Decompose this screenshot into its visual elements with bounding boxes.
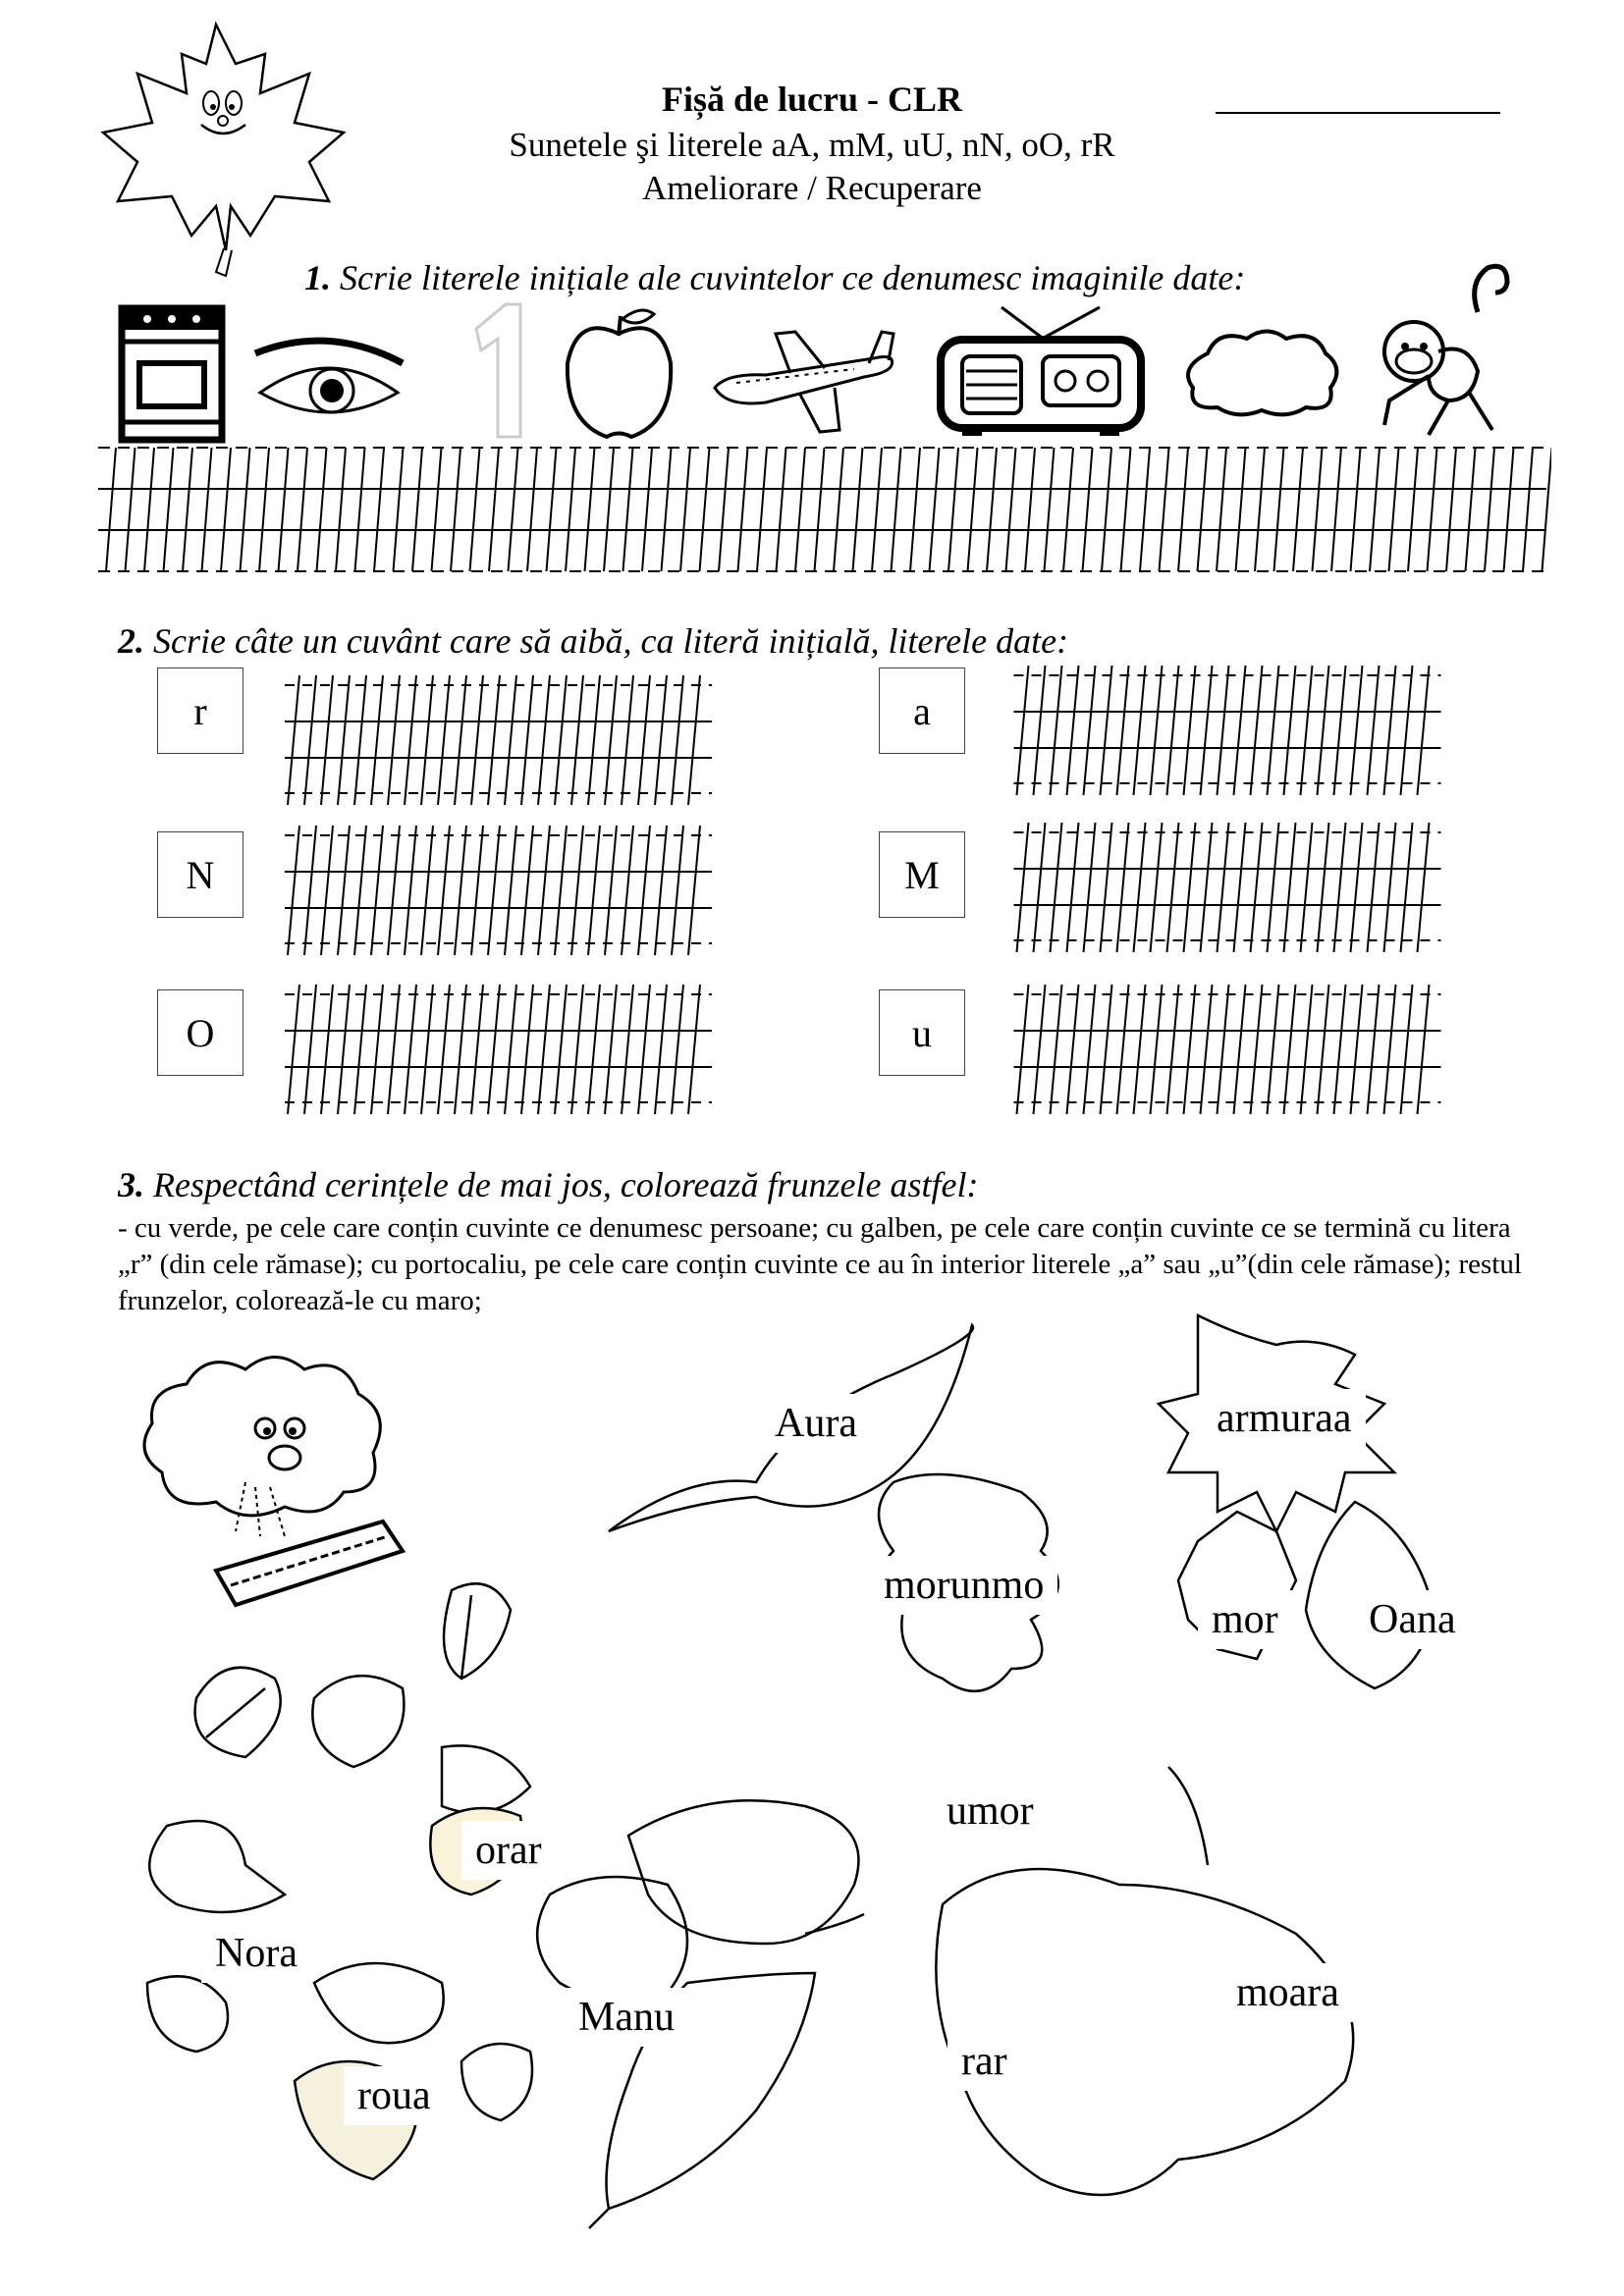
leaf-word-mor: mor — [1198, 1590, 1292, 1649]
exercise-1-number: 1. — [304, 258, 331, 297]
exercise-1-title — [304, 257, 1245, 298]
maple-leaf-mascot-icon — [79, 15, 373, 280]
letter-box: O — [157, 989, 244, 1076]
leaf-word-rar: rar — [947, 2032, 1021, 2091]
handwriting-lines-u[interactable] — [1006, 977, 1448, 1124]
page-subtitle: Sunetele şi literele aA, mM, uU, nN, oO, rR — [509, 126, 1115, 164]
leaf-word-aura: Aura — [761, 1394, 871, 1453]
handwriting-lines-a[interactable] — [1006, 658, 1448, 805]
leaf-word-nora: Nora — [201, 1924, 311, 1983]
exercise-1-text: Scrie literele inițiale ale cuvintelor ce denumesc imaginile date: — [340, 258, 1246, 297]
radio-icon — [933, 302, 1149, 440]
monkey-icon — [1370, 253, 1512, 445]
exercise-2-number: 2. — [118, 621, 144, 661]
letter-box: u — [879, 989, 965, 1076]
handwriting-lines-1[interactable] — [98, 440, 1551, 582]
leaf-word-roua: roua — [344, 2066, 445, 2125]
exercise-3-number: 3. — [118, 1165, 144, 1204]
handwriting-lines-M[interactable] — [1006, 815, 1448, 962]
cloud-icon — [1178, 324, 1345, 422]
leaf-word-orar: orar — [461, 1821, 556, 1880]
handwriting-lines-N[interactable] — [280, 818, 717, 965]
leaf-word-umor: umor — [933, 1782, 1048, 1841]
exercise-2-title — [118, 620, 1068, 662]
letter-box: a — [879, 667, 965, 754]
stove-icon — [118, 304, 226, 444]
eye-icon — [245, 334, 412, 432]
leaf-word-morunmo: morunmo — [870, 1556, 1057, 1615]
page-subtitle-secondary: Ameliorare / Recuperare — [642, 169, 982, 207]
exercise-3-title — [118, 1164, 978, 1205]
leaf-word-oana: Oana — [1355, 1590, 1470, 1649]
airplane-icon — [707, 314, 898, 437]
page-title: Fișă de lucru - CLR — [662, 80, 962, 119]
handwriting-lines-O[interactable] — [280, 977, 717, 1124]
apple-icon — [558, 304, 680, 442]
leaf-word-moara: moara — [1222, 1963, 1353, 2022]
exercise-3-text: Respectând cerințele de mai jos, colorează frunzele astfel: — [153, 1165, 979, 1204]
number-one-icon — [466, 299, 525, 442]
letter-box: N — [157, 831, 244, 918]
exercise-3-instructions: - cu verde, pe cele care conțin cuvinte ce denumesc persoane; cu galben, pe cele care conțin cuvinte ce se termină cu litera „r” (din cele rămase); cu portocaliu, pe cele care conțin cuvinte ce au în interior literele „a” sau „u”(din cele rămase); restul frunzelor, colorează-le cu maro; — [118, 1212, 1522, 1316]
name-line — [1216, 112, 1500, 114]
exercise-2-text: Scrie câte un cuvânt care să aibă, ca literă inițială, literele date: — [153, 621, 1069, 661]
leaf-word-armuraa: armuraa — [1203, 1389, 1366, 1448]
handwriting-lines-r[interactable] — [280, 667, 717, 815]
letter-box: M — [879, 831, 965, 918]
letter-box: r — [157, 667, 244, 754]
leaf-word-manu: Manu — [565, 1988, 688, 2047]
